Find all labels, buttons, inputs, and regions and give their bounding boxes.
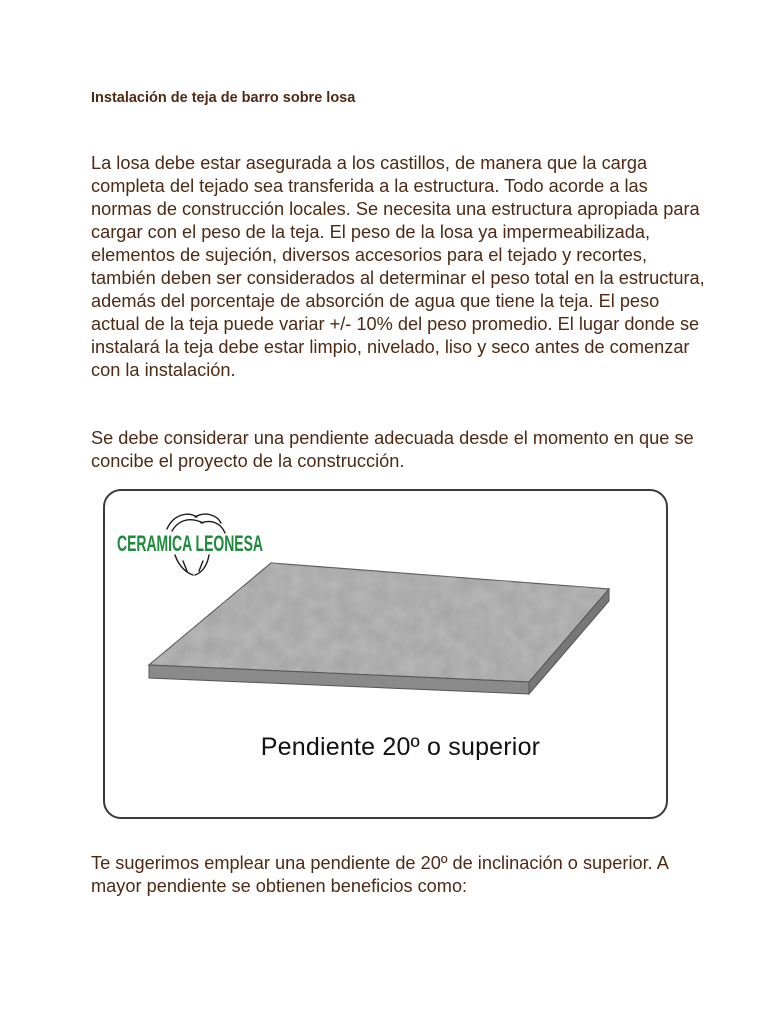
figure-caption-text: Pendiente 20º o superior: [260, 733, 541, 761]
paragraph-slope: Se debe considerar una pendiente adecuada desde el momento en que se concibe el proyecto de la construcción.: [91, 428, 694, 471]
paragraph-intro: La losa debe estar asegurada a los castillos, de manera que la carga completa del tejado sea transferida a la estructura. Todo acorde a las normas de construcción locales. Se necesita una estructura apropiada para cargar con el peso de la teja. El peso de la losa ya impermeabilizada, elementos de sujeción, diversos accesorios para el tejado y recortes, también deben ser considerados al determinar el peso total en la estructura, además del porcentaje de absorción de agua que tiene la teja. El peso actual de la teja puede variar +/- 10% del peso promedio. El lugar donde se instalará la teja debe estar limpio, nivelado, liso y seco antes de comenzar con la instalación.: [91, 153, 705, 380]
section-heading: Instalación de teja de barro sobre losa: [91, 90, 356, 106]
figure-caption: [105, 733, 666, 762]
paragraph-recommendation: Te sugerimos emplear una pendiente de 20º de inclinación o superior. A mayor pendiente se obtienen beneficios como:: [91, 853, 668, 896]
svg-text:CERAMICA LEONESA: CERAMICA LEONESA: [117, 531, 264, 556]
slope-figure: [103, 489, 668, 819]
ceramica-leonesa-logo: [117, 509, 267, 579]
